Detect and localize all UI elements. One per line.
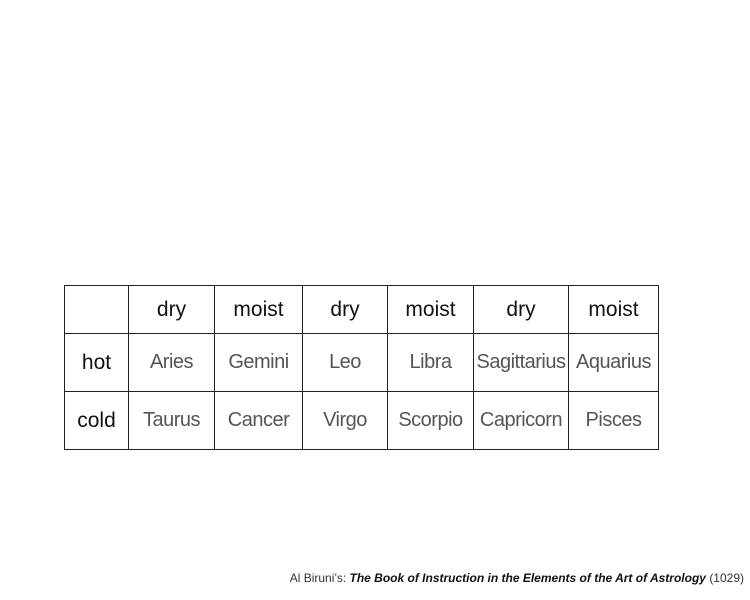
header-cell-dry: dry [129, 286, 215, 334]
caption-year: (1029) [709, 571, 744, 585]
sign-cell: Leo [303, 334, 388, 392]
header-cell-dry: dry [474, 286, 569, 334]
sign-cell: Pisces [569, 392, 659, 450]
sign-cell: Libra [388, 334, 474, 392]
sign-cell: Aries [129, 334, 215, 392]
sign-cell: Sagittarius [474, 334, 569, 392]
zodiac-elements-table [64, 285, 659, 450]
sign-cell: Scorpio [388, 392, 474, 450]
header-cell-dry: dry [303, 286, 388, 334]
sign-cell: Aquarius [569, 334, 659, 392]
row-label-cold: cold [65, 392, 129, 450]
sign-cell: Capricorn [474, 392, 569, 450]
sign-cell: Gemini [215, 334, 303, 392]
row-label-hot: hot [65, 334, 129, 392]
caption-book-title: The Book of Instruction in the Elements of the Art of Astrology [349, 571, 706, 585]
caption-author: Al Biruni’s: [289, 571, 347, 585]
table-row-hot [65, 334, 659, 392]
sign-cell: Cancer [215, 392, 303, 450]
table-header-row [65, 286, 659, 334]
sign-cell: Taurus [129, 392, 215, 450]
source-caption [290, 571, 744, 585]
header-cell-moist: moist [215, 286, 303, 334]
header-cell-moist: moist [569, 286, 659, 334]
sign-cell: Virgo [303, 392, 388, 450]
table-corner-cell [65, 286, 129, 334]
header-cell-moist: moist [388, 286, 474, 334]
table-row-cold [65, 392, 659, 450]
